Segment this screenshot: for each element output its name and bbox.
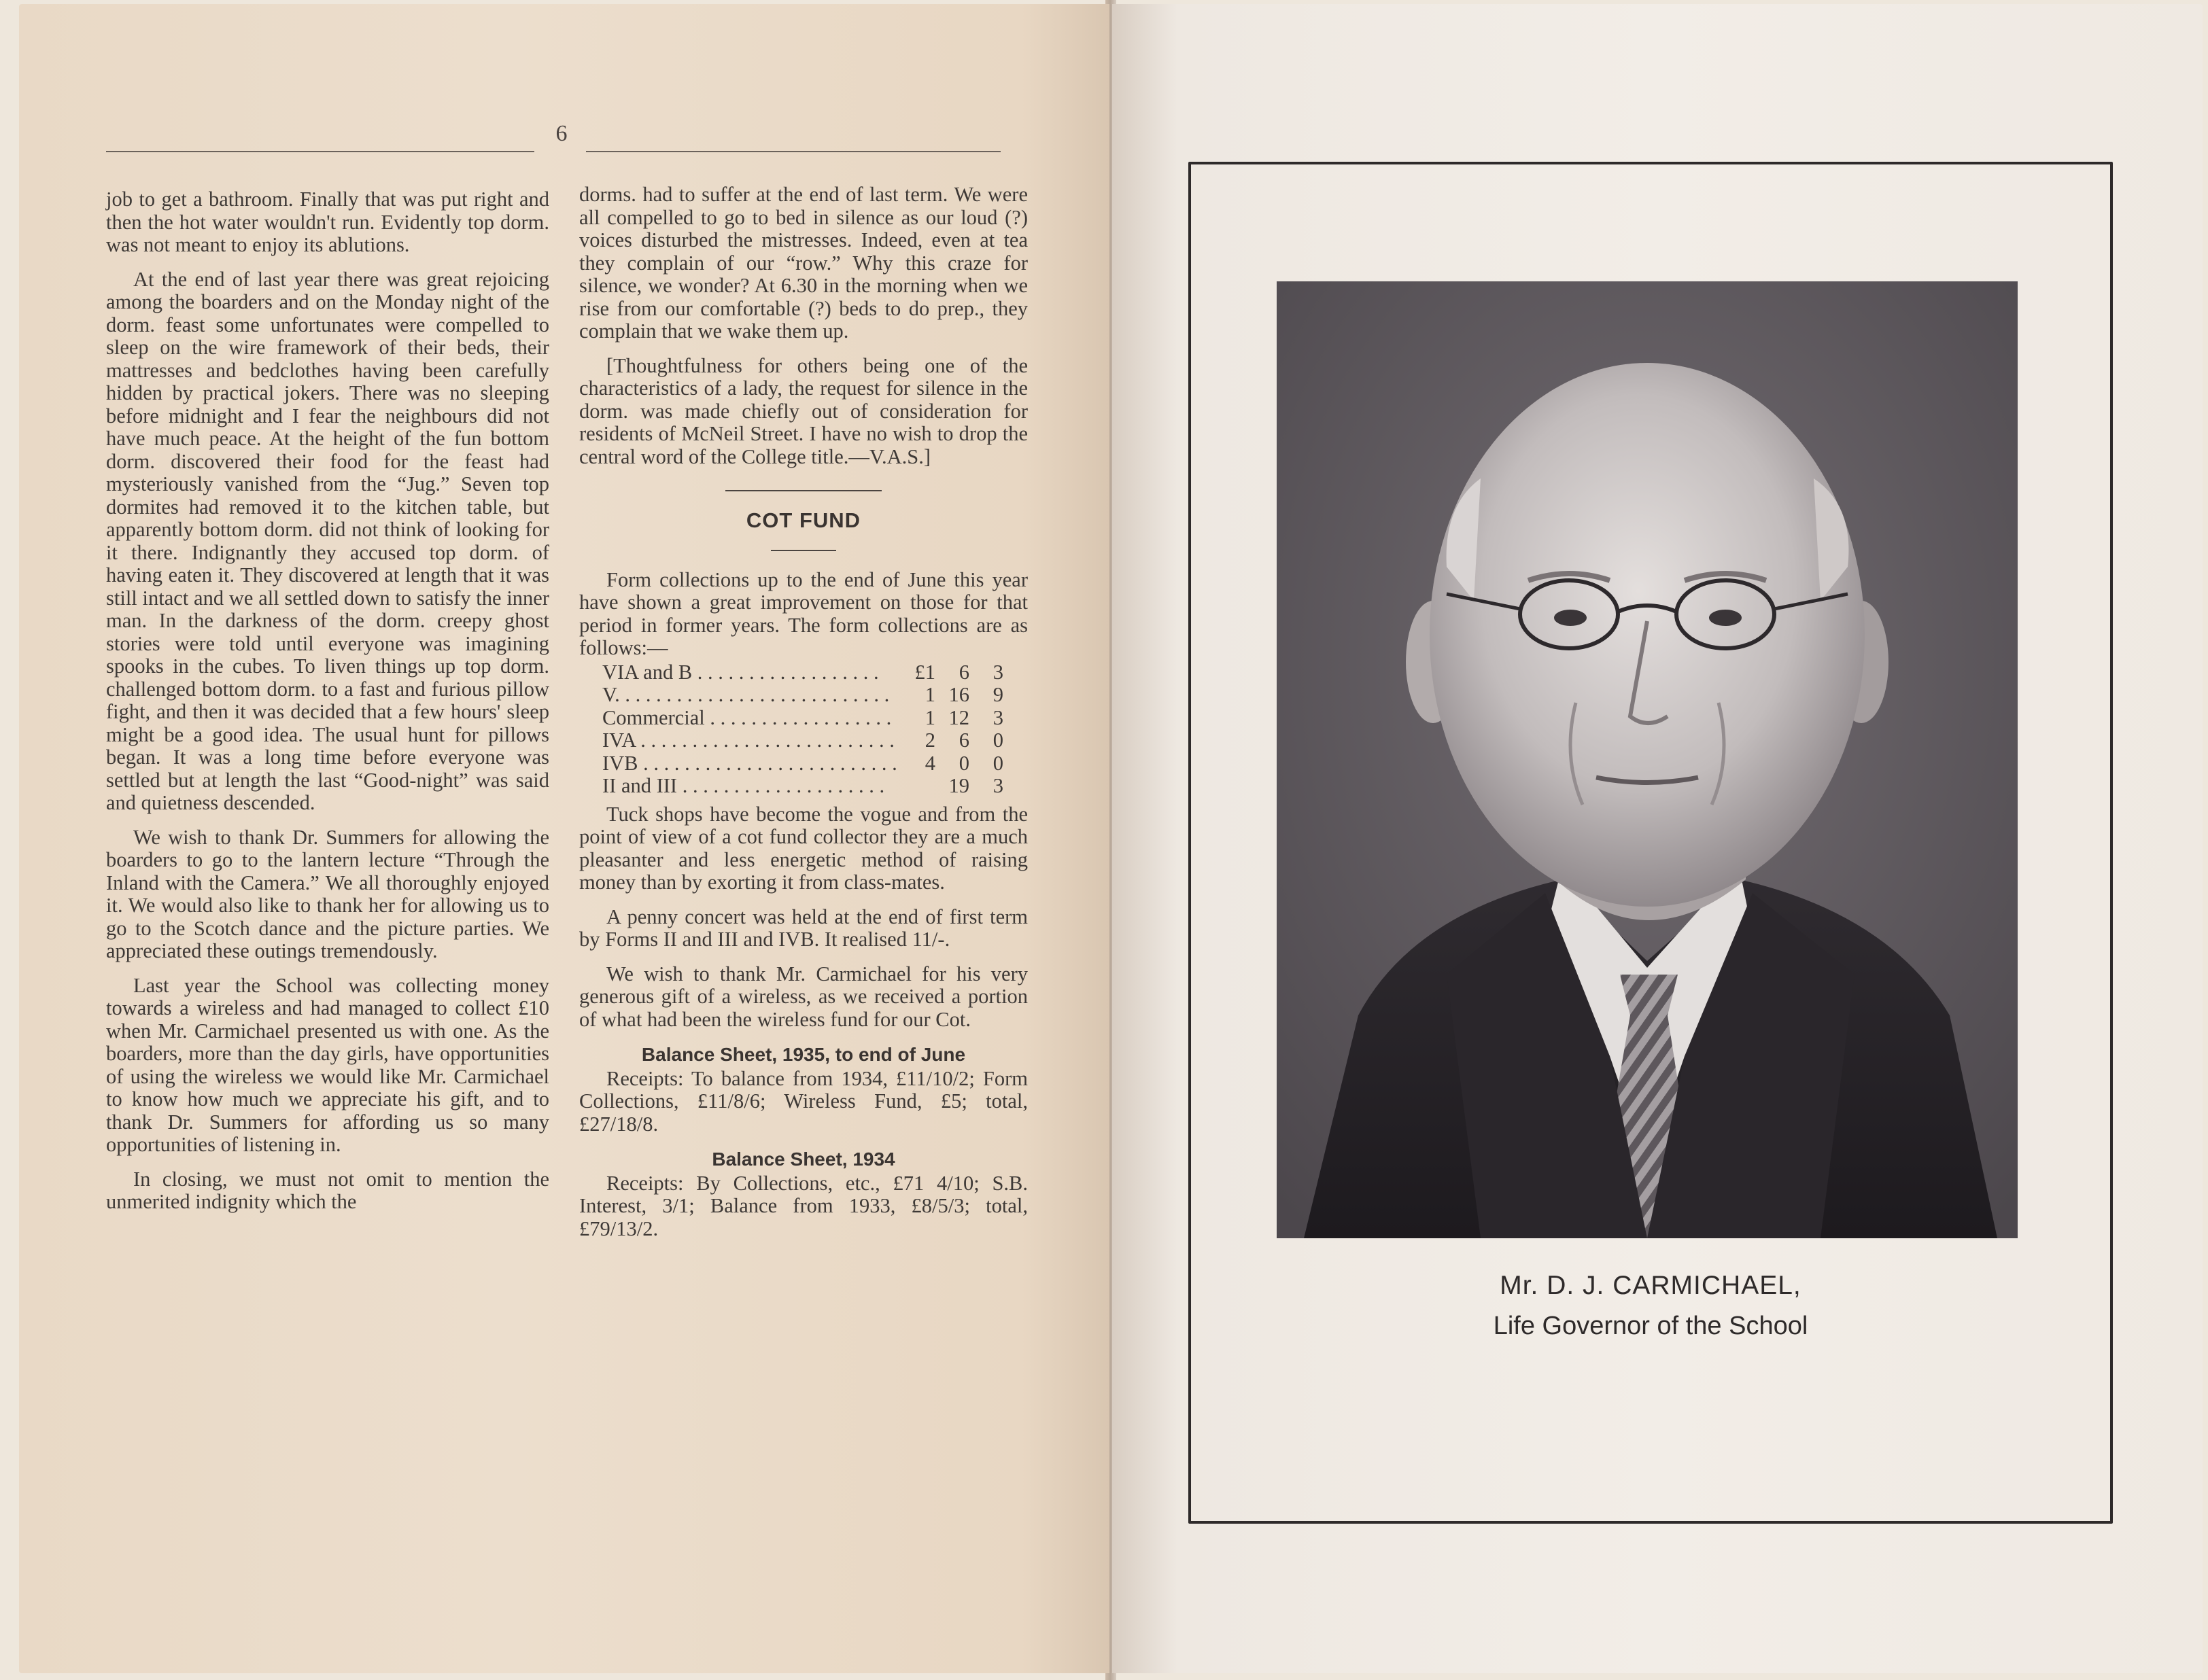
pence: 3 bbox=[993, 705, 1003, 729]
paragraph: Tuck shops have become the vogue and from the point of view of a cot fund collector they are a much pleasanter and less energetic method of raising money than by exorting it from class-mates. bbox=[579, 802, 1028, 894]
pounds: 2 bbox=[925, 729, 935, 752]
pence: 3 bbox=[993, 660, 1003, 684]
paragraph: job to get a bathroom. Finally that was put right and then the hot water wouldn't run. Evidently top dorm. was not meant to enjoy its ablutions. bbox=[106, 188, 549, 256]
section-divider-small bbox=[771, 550, 836, 551]
portrait-illustration bbox=[1277, 281, 2018, 1238]
caption-name: Mr. D. J. CARMICHAEL, bbox=[1500, 1271, 1801, 1300]
paragraph: In closing, we must not omit to mention the unmerited indignity which the bbox=[106, 1167, 549, 1213]
pounds: 1 bbox=[925, 683, 935, 706]
form-name: IVB . . . . . . . . . . . . . . . . . . . . . . . . . bbox=[602, 752, 897, 775]
paragraph: A penny concert was held at the end of first term by Forms II and III and IVB. It realised 11/-. bbox=[579, 905, 1028, 951]
shillings: 6 bbox=[959, 660, 969, 684]
paragraph: Last year the School was collecting money towards a wireless and had managed to collect £10 when Mr. Carmichael presented us with one. As the boarders, more than the day girls, have opportunities of using the wireless we would like Mr. Carmichael to know how much we appreciate his gift, and to thank Dr. Summers for affording us so many opportunities of listening in. bbox=[106, 973, 549, 1156]
left-column bbox=[106, 188, 549, 1214]
balance-sheet-1934-text: Receipts: By Collections, etc., £71 4/10; S.B. Interest, 3/1; Balance from 1933, £8/5/3; total, £79/13/2. bbox=[579, 1171, 1028, 1240]
paragraph: [Thoughtfulness for others being one of the characteristics of a lady, the request for silence in the dorm. was made chiefly out of consideration for residents of McNeil Street. I have no wish to drop the central word of the College title.—V.A.S.] bbox=[579, 353, 1028, 468]
header-rule-left bbox=[106, 151, 534, 152]
collections-table bbox=[602, 661, 1003, 798]
pence: 9 bbox=[993, 683, 1003, 706]
pounds bbox=[901, 775, 935, 798]
form-name: II and III . . . . . . . . . . . . . . . . . . . . bbox=[602, 775, 885, 797]
balance-sheet-1935-title: Balance Sheet, 1935, to end of June bbox=[641, 1044, 966, 1065]
balance-sheet-1935-text: Receipts: To balance from 1934, £11/10/2; Form Collections, £11/8/6; Wireless Fund, £5; total, £27/18/8. bbox=[579, 1066, 1028, 1136]
table-row bbox=[602, 752, 1003, 775]
portrait-photo bbox=[1277, 281, 2018, 1238]
shillings: 16 bbox=[948, 683, 969, 706]
shillings: 0 bbox=[959, 751, 969, 775]
paragraph: At the end of last year there was great rejoicing among the boarders and on the Monday night of the dorm. feast some unfortunates were compelled to sleep on the wire framework of their beds, their mattresses and bedclothes having been carefully hidden by practical jokers. There was no sleeping before midnight and I fear the neighbours did not have much peace. At the height of the fun bottom dorm. discovered their food for the feast had mysteriously vanished from the “Jug.” Seven top dormites had removed it to the kitchen table, but apparently bottom dorm. did not think of looking for it there. Indignantly they accused top dorm. of having eaten it. They discovered at length that it was still intact and we all settled down to satisfy the inner man. In the darkness of the dorm. creepy ghost stories were told until everyone was imagining spooks in the cubes. To liven things up top dorm. challenged bottom dorm. to a fast and furious pillow fight, and then it was decided that a few hours' sleep might be a good idea. The usual hunt for pillows began. It was a long time before everyone was settled but at length the last “Good-night” was said and quietness descended. bbox=[106, 267, 549, 814]
pence: 0 bbox=[993, 729, 1003, 752]
shillings: 12 bbox=[948, 705, 969, 729]
form-name: VIA and B . . . . . . . . . . . . . . . . . . bbox=[602, 661, 879, 684]
table-row bbox=[602, 684, 1003, 707]
pounds: 1 bbox=[925, 705, 935, 729]
pounds: 4 bbox=[925, 751, 935, 775]
page-number: 6 bbox=[555, 121, 568, 146]
form-name: Commercial . . . . . . . . . . . . . . . . . . bbox=[602, 706, 892, 729]
pounds: £1 bbox=[914, 660, 935, 684]
cot-fund-title: COT FUND bbox=[746, 508, 861, 532]
shillings: 19 bbox=[948, 774, 969, 797]
section-divider bbox=[725, 490, 882, 491]
table-row bbox=[602, 729, 1003, 752]
balance-sheet-1934-title: Balance Sheet, 1934 bbox=[712, 1149, 895, 1170]
table-row bbox=[602, 661, 1003, 684]
form-name: V. . . . . . . . . . . . . . . . . . . . . . . . . . . bbox=[602, 684, 890, 706]
pence: 0 bbox=[993, 751, 1003, 775]
shillings: 6 bbox=[959, 729, 969, 752]
cot-fund-intro: Form collections up to the end of June this year have shown a great improvement on those for that period in former years. The form collections are as follows:— bbox=[579, 567, 1028, 659]
header-rule-right bbox=[586, 151, 1001, 152]
table-row bbox=[602, 707, 1003, 730]
table-row bbox=[602, 775, 1003, 798]
form-name: IVA . . . . . . . . . . . . . . . . . . . . . . . . . bbox=[602, 729, 895, 752]
pence: 3 bbox=[993, 774, 1003, 797]
paragraph: We wish to thank Mr. Carmichael for his very generous gift of a wireless, as we received a portion of what had been the wireless fund for our Cot. bbox=[579, 962, 1028, 1031]
paragraph: dorms. had to suffer at the end of last term. We were all compelled to go to bed in silence as our loud (?) voices disturbed the mistresses. Indeed, even at tea they complain of our “row.” Why this craze for silence, we wonder? At 6.30 in the morning when we rise from our comfortable (?) beds to do prep., they complain that we wake them up. bbox=[579, 183, 1028, 343]
paragraph: We wish to thank Dr. Summers for allowing the boarders to go to the lantern lecture “Through the Inland with the Camera.” We all thoroughly enjoyed it. We would also like to thank her for allowing us to go to the Scotch dance and the picture parties. We appreciated these outings tremendously. bbox=[106, 825, 549, 962]
right-column bbox=[579, 183, 1028, 1240]
caption-title: Life Governor of the School bbox=[1493, 1312, 1808, 1340]
